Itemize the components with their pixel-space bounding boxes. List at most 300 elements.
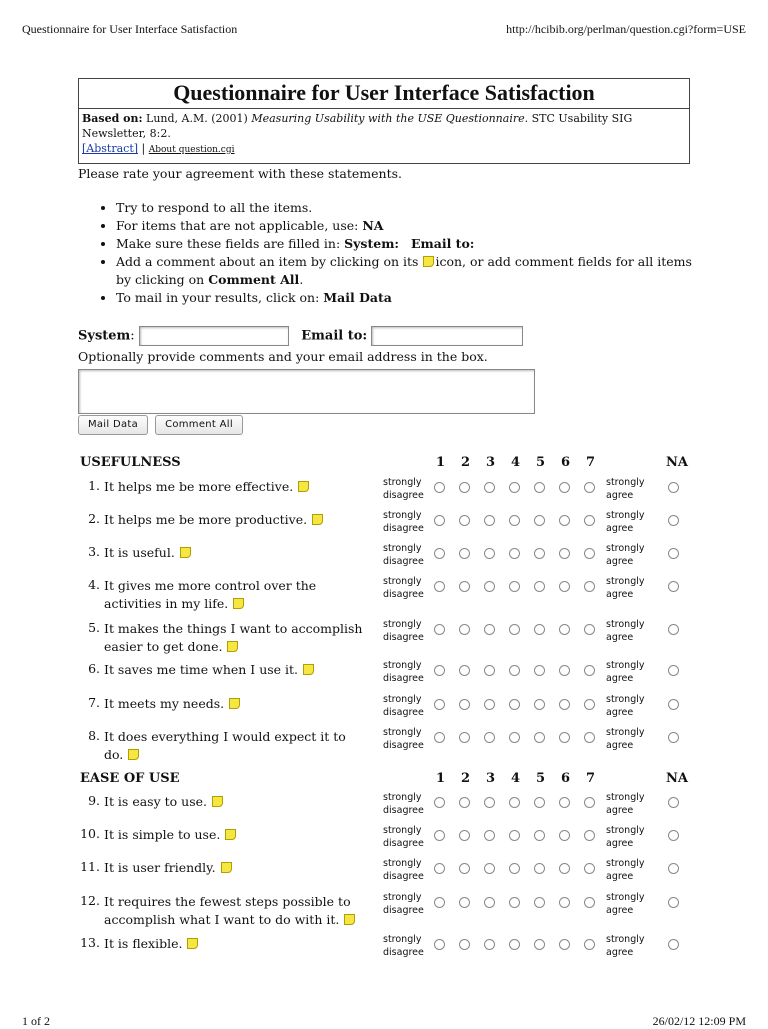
comment-note-icon[interactable]	[225, 829, 236, 840]
item-number: 7.	[88, 695, 100, 710]
rating-radio[interactable]	[559, 482, 570, 493]
anchor-word: strongly	[606, 825, 645, 836]
print-header-url: http://hcibib.org/perlman/question.cgi?form=USE	[506, 22, 746, 36]
instruction-emphasis: Email to:	[410, 236, 475, 251]
rating-radio[interactable]	[484, 863, 495, 874]
citation-title: Measuring Usability with the USE Questionnaire	[251, 112, 525, 125]
rating-radio[interactable]	[509, 515, 520, 526]
item-number: 3.	[88, 544, 100, 559]
scale-na-label: NA	[666, 455, 688, 470]
rating-radio[interactable]	[584, 665, 595, 676]
strongly-disagree-label	[383, 618, 424, 644]
system-label: System	[78, 328, 131, 344]
item-statement-line: It is simple to use.	[104, 827, 221, 842]
section-title: EASE OF USE	[80, 771, 180, 786]
rating-radio[interactable]	[559, 939, 570, 950]
na-radio[interactable]	[668, 665, 679, 676]
rating-radio[interactable]	[509, 581, 520, 592]
anchor-word: strongly	[383, 727, 422, 738]
anchor-word: disagree	[383, 871, 424, 882]
rating-radio[interactable]	[459, 581, 470, 592]
anchor-word: strongly	[606, 727, 645, 738]
anchor-word: strongly	[606, 792, 645, 803]
anchor-word: strongly	[383, 892, 422, 903]
scale-point-label: 4	[511, 771, 521, 786]
anchor-word: strongly	[606, 694, 645, 705]
rating-radio[interactable]	[459, 897, 470, 908]
anchor-word: strongly	[606, 619, 645, 630]
anchor-word: disagree	[383, 707, 424, 718]
item-statement-line: activities in my life.	[104, 596, 229, 611]
email-input[interactable]	[371, 326, 523, 346]
anchor-word: strongly	[383, 825, 422, 836]
anchor-word: agree	[606, 589, 634, 600]
anchor-word: strongly	[606, 934, 645, 945]
rating-radio[interactable]	[584, 830, 595, 841]
comment-note-icon[interactable]	[344, 914, 355, 925]
anchor-word: disagree	[383, 838, 424, 849]
rating-radio[interactable]	[509, 863, 520, 874]
rating-radio[interactable]	[559, 732, 570, 743]
na-radio[interactable]	[668, 624, 679, 635]
item-statement	[104, 577, 364, 613]
rating-radio[interactable]	[484, 482, 495, 493]
anchor-word: agree	[606, 871, 634, 882]
anchor-word: strongly	[383, 694, 422, 705]
rating-radio[interactable]	[434, 797, 445, 808]
rating-radio[interactable]	[484, 939, 495, 950]
item-statement	[104, 826, 364, 844]
item-statement-line: do.	[104, 747, 124, 762]
instruction-item	[116, 289, 716, 307]
rating-radio[interactable]	[484, 897, 495, 908]
item-statement	[104, 935, 364, 953]
strongly-agree-label	[606, 476, 645, 502]
rating-radio[interactable]	[584, 897, 595, 908]
comment-all-button[interactable]: Comment All	[155, 415, 243, 435]
system-input[interactable]	[139, 326, 289, 346]
rating-radio[interactable]	[509, 830, 520, 841]
instruction-text: Make sure these fields are filled in:	[116, 236, 341, 251]
strongly-disagree-label	[383, 693, 424, 719]
item-number: 9.	[88, 793, 100, 808]
strongly-disagree-label	[383, 726, 424, 752]
comment-note-icon[interactable]	[221, 862, 232, 873]
instruction-emphasis: Comment All	[208, 272, 300, 287]
item-statement	[104, 859, 364, 877]
na-radio[interactable]	[668, 581, 679, 592]
anchor-word: strongly	[383, 510, 422, 521]
anchor-word: strongly	[606, 576, 645, 587]
rating-radio[interactable]	[584, 863, 595, 874]
anchor-word: disagree	[383, 740, 424, 751]
print-footer-datetime: 26/02/12 12:09 PM	[652, 1014, 746, 1028]
rating-radio[interactable]	[484, 624, 495, 635]
strongly-disagree-label	[383, 791, 424, 817]
anchor-word: strongly	[606, 660, 645, 671]
anchor-word: strongly	[383, 543, 422, 554]
anchor-word: agree	[606, 632, 634, 643]
strongly-disagree-label	[383, 891, 424, 917]
anchor-word: disagree	[383, 589, 424, 600]
citation-label: Based on:	[82, 112, 143, 125]
scale-point-label: 7	[586, 771, 596, 786]
strongly-disagree-label	[383, 857, 424, 883]
rating-radio[interactable]	[459, 863, 470, 874]
strongly-disagree-label	[383, 509, 424, 535]
page-title: Questionnaire for User Interface Satisfaction	[79, 79, 689, 109]
rating-radio[interactable]	[509, 699, 520, 710]
rating-radio[interactable]	[559, 515, 570, 526]
strongly-agree-label	[606, 791, 645, 817]
anchor-word: disagree	[383, 632, 424, 643]
item-statement-line: easier to get done.	[104, 639, 223, 654]
scale-point-label: 3	[486, 771, 496, 786]
instruction-emphasis: Mail Data	[323, 290, 392, 305]
na-radio[interactable]	[668, 830, 679, 841]
comment-note-icon[interactable]	[229, 698, 240, 709]
rating-radio[interactable]	[484, 548, 495, 559]
anchor-word: disagree	[383, 905, 424, 916]
item-statement-line: It helps me be more effective.	[104, 479, 294, 494]
strongly-agree-label	[606, 575, 645, 601]
item-statement-line: It helps me be more productive.	[104, 512, 308, 527]
instruction-item	[116, 235, 716, 253]
rating-radio[interactable]	[584, 797, 595, 808]
comment-note-icon[interactable]	[187, 938, 198, 949]
na-radio[interactable]	[668, 482, 679, 493]
scale-point-label: 2	[461, 455, 471, 470]
strongly-agree-label	[606, 618, 645, 644]
anchor-word: strongly	[606, 543, 645, 554]
rating-radio[interactable]	[434, 482, 445, 493]
scale-point-label: 6	[561, 771, 571, 786]
anchor-word: strongly	[606, 858, 645, 869]
rating-radio[interactable]	[459, 548, 470, 559]
strongly-disagree-label	[383, 933, 424, 959]
rating-radio[interactable]	[484, 665, 495, 676]
anchor-word: disagree	[383, 805, 424, 816]
citation-rest: . STC Usability SIG Newsletter, 8:2.	[82, 112, 633, 140]
rating-radio[interactable]	[534, 624, 545, 635]
anchor-word: strongly	[606, 892, 645, 903]
rating-radio[interactable]	[459, 699, 470, 710]
rating-radio[interactable]	[559, 863, 570, 874]
rating-radio[interactable]	[434, 581, 445, 592]
item-statement-line: accomplish what I want to do with it.	[104, 912, 340, 927]
print-footer-page: 1 of 2	[22, 1014, 50, 1028]
item-statement	[104, 793, 364, 811]
strongly-agree-label	[606, 857, 645, 883]
item-statement	[104, 728, 364, 764]
rating-radio[interactable]	[559, 581, 570, 592]
scale-point-label: 3	[486, 455, 496, 470]
instruction-text: Try to respond to all the items.	[116, 200, 313, 215]
anchor-word: agree	[606, 805, 634, 816]
comment-note-icon[interactable]	[212, 796, 223, 807]
strongly-agree-label	[606, 726, 645, 752]
comment-note-icon[interactable]	[233, 598, 244, 609]
rating-radio[interactable]	[484, 732, 495, 743]
anchor-word: strongly	[383, 934, 422, 945]
print-header-title: Questionnaire for User Interface Satisfaction	[22, 22, 238, 36]
rating-radio[interactable]	[434, 939, 445, 950]
rating-radio[interactable]	[534, 548, 545, 559]
strongly-agree-label	[606, 933, 645, 959]
citation	[79, 109, 689, 163]
anchor-word: strongly	[383, 477, 422, 488]
rating-radio[interactable]	[559, 548, 570, 559]
rating-radio[interactable]	[509, 797, 520, 808]
rating-radio[interactable]	[434, 897, 445, 908]
rating-radio[interactable]	[484, 797, 495, 808]
comment-textarea[interactable]	[78, 369, 535, 414]
item-number: 1.	[88, 478, 100, 493]
item-statement-line: It makes the things I want to accomplish	[104, 621, 363, 636]
rating-radio[interactable]	[584, 482, 595, 493]
anchor-word: agree	[606, 490, 634, 501]
rating-radio[interactable]	[534, 482, 545, 493]
rating-radio[interactable]	[584, 581, 595, 592]
instruction-text: icon, or add comment fields for all items	[435, 254, 692, 269]
anchor-word: disagree	[383, 673, 424, 684]
rating-radio[interactable]	[584, 732, 595, 743]
rating-radio[interactable]	[509, 732, 520, 743]
citation-authors: Lund, A.M. (2001)	[146, 112, 248, 125]
anchor-word: disagree	[383, 523, 424, 534]
instruction-emphasis: System:	[344, 236, 400, 251]
na-radio[interactable]	[668, 548, 679, 559]
strongly-agree-label	[606, 659, 645, 685]
comment-note-icon[interactable]	[298, 481, 309, 492]
na-radio[interactable]	[668, 863, 679, 874]
scale-point-label: 5	[536, 771, 546, 786]
strongly-disagree-label	[383, 575, 424, 601]
intro-text: Please rate your agreement with these statements.	[78, 166, 402, 181]
instruction-item	[116, 217, 716, 235]
rating-radio[interactable]	[559, 699, 570, 710]
anchor-word: agree	[606, 905, 634, 916]
item-statement-line: It does everything I would expect it to	[104, 729, 346, 744]
email-label: Email to:	[301, 328, 368, 344]
item-number: 4.	[88, 577, 100, 592]
rating-radio[interactable]	[434, 830, 445, 841]
item-number: 11.	[80, 859, 100, 874]
citation-separator: |	[141, 142, 146, 155]
item-statement	[104, 478, 364, 496]
instruction-text: by clicking on	[116, 272, 205, 287]
rating-radio[interactable]	[509, 482, 520, 493]
rating-radio[interactable]	[434, 699, 445, 710]
item-statement-line: It is flexible.	[104, 936, 183, 951]
item-statement	[104, 661, 364, 679]
na-radio[interactable]	[668, 732, 679, 743]
rating-radio[interactable]	[484, 515, 495, 526]
rating-radio[interactable]	[509, 624, 520, 635]
strongly-disagree-label	[383, 659, 424, 685]
item-statement-line: It is easy to use.	[104, 794, 207, 809]
rating-radio[interactable]	[509, 548, 520, 559]
rating-radio[interactable]	[484, 581, 495, 592]
anchor-word: disagree	[383, 556, 424, 567]
item-statement	[104, 620, 364, 656]
item-number: 12.	[80, 893, 100, 908]
comment-note-icon[interactable]	[312, 514, 323, 525]
item-number: 5.	[88, 620, 100, 635]
item-number: 8.	[88, 728, 100, 743]
rating-radio[interactable]	[534, 897, 545, 908]
print-header	[22, 22, 746, 38]
mail-data-button[interactable]: Mail Data	[78, 415, 148, 435]
rating-radio[interactable]	[534, 699, 545, 710]
rating-radio[interactable]	[534, 665, 545, 676]
rating-radio[interactable]	[434, 624, 445, 635]
instruction-text: For items that are not applicable, use:	[116, 218, 359, 233]
rating-radio[interactable]	[459, 515, 470, 526]
rating-radio[interactable]	[459, 830, 470, 841]
strongly-agree-label	[606, 693, 645, 719]
na-radio[interactable]	[668, 939, 679, 950]
anchor-word: strongly	[606, 477, 645, 488]
optional-comment-note: Optionally provide comments and your email address in the box.	[78, 349, 488, 364]
system-label-colon: :	[130, 328, 135, 344]
item-number: 13.	[80, 935, 100, 950]
comment-note-icon[interactable]	[227, 641, 238, 652]
rating-radio[interactable]	[434, 665, 445, 676]
item-statement-line: It is user friendly.	[104, 860, 216, 875]
instruction-text: To mail in your results, click on:	[116, 290, 320, 305]
rating-radio[interactable]	[534, 515, 545, 526]
rating-radio[interactable]	[459, 624, 470, 635]
abstract-link[interactable]: [Abstract]	[82, 142, 139, 155]
na-radio[interactable]	[668, 515, 679, 526]
scale-point-label: 2	[461, 771, 471, 786]
rating-radio[interactable]	[559, 897, 570, 908]
rating-radio[interactable]	[509, 665, 520, 676]
rating-radio[interactable]	[584, 699, 595, 710]
about-link[interactable]: About question.cgi	[148, 145, 235, 155]
item-number: 2.	[88, 511, 100, 526]
item-statement-line: It is useful.	[104, 545, 175, 560]
item-number: 10.	[80, 826, 100, 841]
anchor-word: agree	[606, 673, 634, 684]
anchor-word: agree	[606, 740, 634, 751]
strongly-disagree-label	[383, 476, 424, 502]
rating-radio[interactable]	[484, 830, 495, 841]
scale-na-label: NA	[666, 771, 688, 786]
strongly-agree-label	[606, 891, 645, 917]
na-radio[interactable]	[668, 897, 679, 908]
anchor-word: disagree	[383, 947, 424, 958]
strongly-disagree-label	[383, 824, 424, 850]
anchor-word: strongly	[383, 619, 422, 630]
rating-radio[interactable]	[509, 939, 520, 950]
rating-radio[interactable]	[434, 515, 445, 526]
rating-radio[interactable]	[534, 939, 545, 950]
scale-point-label: 4	[511, 455, 521, 470]
anchor-word: strongly	[383, 660, 422, 671]
item-statement-line: It gives me more control over the	[104, 578, 317, 593]
anchor-word: disagree	[383, 490, 424, 501]
comment-note-icon[interactable]	[128, 749, 139, 760]
instruction-emphasis: NA	[362, 218, 384, 233]
rating-radio[interactable]	[584, 939, 595, 950]
scale-point-label: 6	[561, 455, 571, 470]
scale-point-label: 7	[586, 455, 596, 470]
rating-radio[interactable]	[459, 797, 470, 808]
instruction-item	[116, 199, 716, 217]
comment-note-icon[interactable]	[180, 547, 191, 558]
strongly-agree-label	[606, 509, 645, 535]
anchor-word: strongly	[383, 792, 422, 803]
item-number: 6.	[88, 661, 100, 676]
rating-radio[interactable]	[534, 863, 545, 874]
rating-radio[interactable]	[459, 732, 470, 743]
rating-radio[interactable]	[459, 939, 470, 950]
strongly-disagree-label	[383, 542, 424, 568]
rating-radio[interactable]	[434, 548, 445, 559]
rating-radio[interactable]	[459, 665, 470, 676]
rating-radio[interactable]	[584, 515, 595, 526]
instructions-list	[98, 199, 716, 307]
rating-radio[interactable]	[434, 863, 445, 874]
rating-radio[interactable]	[534, 830, 545, 841]
print-footer	[22, 1014, 746, 1028]
item-statement-line: It requires the fewest steps possible to	[104, 894, 351, 909]
rating-radio[interactable]	[559, 797, 570, 808]
instruction-text: Add a comment about an item by clicking on its	[116, 254, 419, 269]
anchor-word: strongly	[606, 510, 645, 521]
item-statement	[104, 511, 364, 529]
na-radio[interactable]	[668, 797, 679, 808]
rating-radio[interactable]	[559, 830, 570, 841]
item-statement	[104, 893, 364, 929]
strongly-agree-label	[606, 542, 645, 568]
rating-radio[interactable]	[534, 732, 545, 743]
instruction-text: .	[299, 272, 304, 287]
comment-note-icon	[423, 256, 434, 267]
rating-radio[interactable]	[484, 699, 495, 710]
scale-point-label: 1	[436, 771, 446, 786]
rating-radio[interactable]	[534, 581, 545, 592]
system-email-row	[78, 326, 523, 346]
item-statement	[104, 695, 364, 713]
rating-radio[interactable]	[584, 624, 595, 635]
na-radio[interactable]	[668, 699, 679, 710]
item-statement	[104, 544, 364, 562]
anchor-word: strongly	[383, 576, 422, 587]
item-statement-line: It saves me time when I use it.	[104, 662, 299, 677]
rating-radio[interactable]	[584, 548, 595, 559]
rating-radio[interactable]	[559, 624, 570, 635]
rating-radio[interactable]	[534, 797, 545, 808]
scale-point-label: 5	[536, 455, 546, 470]
rating-radio[interactable]	[434, 732, 445, 743]
rating-radio[interactable]	[459, 482, 470, 493]
comment-note-icon[interactable]	[303, 664, 314, 675]
instruction-item	[116, 253, 716, 289]
anchor-word: agree	[606, 947, 634, 958]
scale-point-label: 1	[436, 455, 446, 470]
rating-radio[interactable]	[509, 897, 520, 908]
strongly-agree-label	[606, 824, 645, 850]
item-statement-line: It meets my needs.	[104, 696, 225, 711]
anchor-word: strongly	[383, 858, 422, 869]
anchor-word: agree	[606, 556, 634, 567]
anchor-word: agree	[606, 838, 634, 849]
rating-radio[interactable]	[559, 665, 570, 676]
title-box	[78, 78, 690, 164]
